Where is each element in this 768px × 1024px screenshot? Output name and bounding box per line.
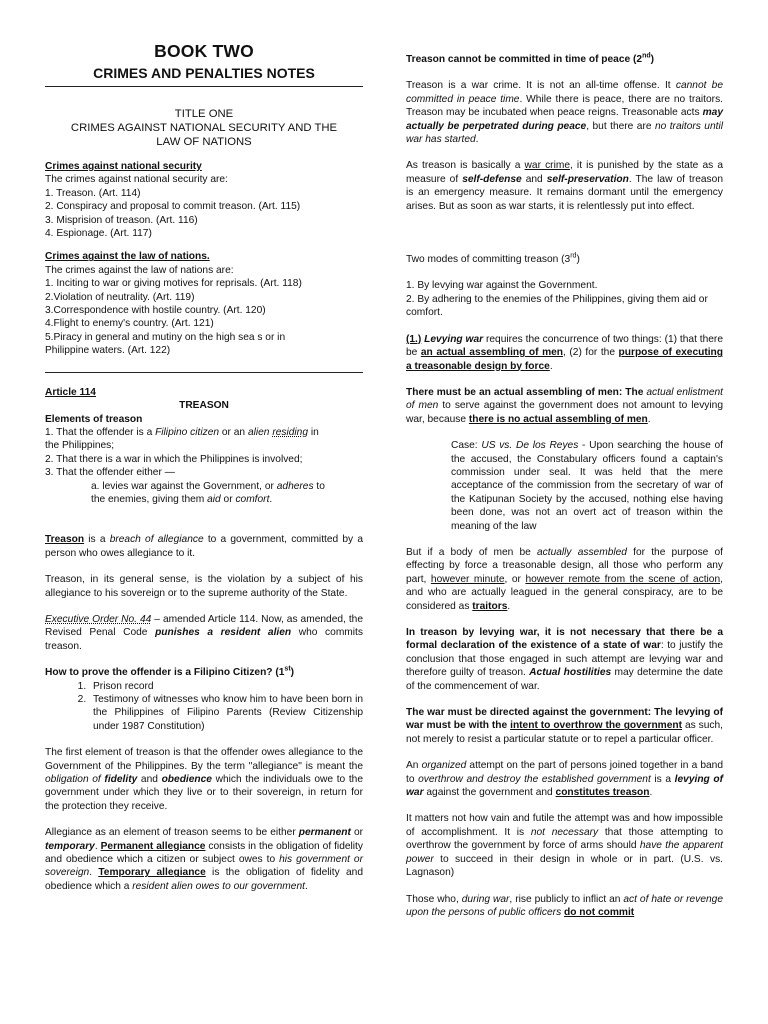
list-item: 5.Piracy in general and mutiny on the high sea s or in [45,331,286,343]
first-element-paragraph: The first element of treason is that the offender owes allegiance to the Government of the Philippines. By the term "allegiance" is meant the obligation of fidelity and obedience which the individuals owe to the government under which they live or to their sovereign, in return for the protection they receive. [45,747,363,812]
list-item: 2. Conspiracy and proposal to commit treason. (Art. 115) [45,201,301,213]
header-divider [45,86,363,87]
list-item: 1. Prison record [89,680,363,693]
law-of-nations-intro: The crimes against the law of nations are: [45,264,234,276]
vain-attempt-paragraph: It matters not how vain and futile the attempt was and how impossible of accomplishment. It is not necessary that those attempting to overthrow the government by force of arms should have the apparent power to succeed in their design in whole or in part. (U.S. vs. Lagnason) [406,813,723,879]
treason-definition: Treason is a breach of allegiance to a government, committed by a person who owes allegiance to it. [45,534,364,559]
list-item: 1. Treason. (Art. 114) [45,187,141,199]
mode-1: 1. By levying war against the Government. [406,280,598,292]
element-1-cont: the Philippines; [45,440,115,452]
case-us-vs-de-los-reyes: Case: US vs. De los Reyes - Upon searching the house of the accused, the Constabulary officers found a captain's commission under seal. It was held that the mere acceptance of the commission from the secretary of war of the Katipunan Society by the accused, nothing else having been done, was not an overt act of treason within the meaning of the law [451,440,723,532]
list-item: 1. Inciting to war or giving motives for reprisals. (Art. 118) [45,278,302,290]
organized-attempt-paragraph: An organized attempt on the part of persons joined together in a band to overthrow and destroy the established government is a levying of war against the government and constitutes treason. [406,760,723,799]
element-3a-cont: the enemies, giving them aid or comfort. [91,493,273,505]
section-divider [45,372,363,373]
notes-subtitle: CRIMES AND PENALTIES NOTES [93,65,315,81]
list-item: 3. Misprision of treason. (Art. 116) [45,214,198,226]
element-2: 2. That there is a war in which the Philippines is involved; [45,453,303,465]
article-114-section [45,386,363,507]
elements-heading: Elements of treason [45,413,143,425]
list-item: 2. Testimony of witnesses who know him to have been born in the Philippines of Filipino Parents (Review Citizenship under 1987 Constitution) [89,693,363,733]
element-1: 1. That the offender is a Filipino citizen or an alien residing in [45,426,319,438]
mode-2: 2. By adhering to the enemies of the Philippines, giving them aid or comfort. [406,293,708,319]
peace-heading: Treason cannot be committed in time of peace (2nd) [406,52,655,65]
title-one-label: TITLE ONE [174,108,234,120]
list-item: 4.Flight to enemy's country. (Art. 121) [45,318,214,330]
levying-war-paragraph: (1.) Levying war requires the concurrence of two things: (1) that there be an actual assembling of men, (2) for the purpose of executing a treasonable design by force. [406,333,723,372]
title-one-desc-line2: LAW OF NATIONS [156,136,252,148]
element-3: 3. That the offender either — [45,467,175,479]
list-item: 2.Violation of neutrality. (Art. 119) [45,291,195,303]
right-column [406,0,723,919]
formal-declaration-paragraph: In treason by levying war, it is not necessary that there be a formal declaration of the existence of a state of war: to justify the conclusion that those engaged in such attempt are levying war and therefore guilty of treason. Actual hostilities may determine the date of the commencement of war. [406,627,724,692]
list-item: 4. Espionage. (Art. 117) [45,228,152,240]
executive-order-paragraph: Executive Order No. 44 – amended Article 114. Now, as amended, the Revised Penal Code punishes a resident alien who commits treason. [45,613,363,652]
list-item: 3.Correspondence with hostile country. (Art. 120) [45,305,266,317]
law-of-nations-heading: Crimes against the law of nations. [45,251,210,263]
body-of-men-paragraph: But if a body of men be actually assembled for the purpose of effecting by force a treasonable design, all those who perform any part, however minute, or however remote from the scene of action, and who are actually leagued in the general conspiracy, are to be considered as traitors. [406,546,724,612]
list-item: Philippine waters. (Art. 122) [45,345,171,357]
national-security-heading: Crimes against national security [45,161,202,172]
article-name: TREASON [179,400,229,412]
book-title: BOOK TWO [154,41,254,61]
actual-assembling-paragraph: There must be an actual assembling of men: The actual enlistment of men to serve against the government does not amount to levying war, because there is no actual assembling of men. [406,386,723,425]
during-war-paragraph: Those who, during war, rise publicly to inflict an act of hate or revenge upon the persons of public officers do not commit [406,893,723,918]
war-crime-paragraph: Treason is a war crime. It is not an all-time offense. It cannot be committed in peace time. While there is peace, there are no traitors. Treason may be incubated when peace reigns. Treasonable acts may actually be perpetrated during peace, but there are no traitors until war has started. [406,80,723,146]
allegiance-paragraph: Allegiance as an element of treason seems to be either permanent or temporary. Permanent allegiance consists in the obligation of fidelity and obedience which a citizen or subject owes to his government or sovereign. Temporary allegiance is the obligation of fidelity and obedience which a resident alien owes to our government. [45,827,363,892]
prove-citizen-list [45,680,363,734]
law-of-nations-section [45,250,363,357]
article-number: Article 114 [45,386,96,398]
element-3a: a. levies war against the Government, or adheres to [91,480,325,492]
national-security-section [45,160,363,240]
modes-heading: Two modes of committing treason (3rd) [406,252,580,266]
title-one-desc-line1: CRIMES AGAINST NATIONAL SECURITY AND THE [70,122,338,134]
directed-against-government-paragraph: The war must be directed against the government: The levying of war must be with the intent to overthrow the government as such, not merely to resist a particular statute or to repel a particular officer. [406,707,723,745]
basically-war-crime-paragraph: As treason is basically a war crime, it is punished by the state as a measure of self-defense and self-preservation. The law of treason is an emergency measure. It remains dormant until the emergency arises. But as soon as war starts, it is relentlessly put into effect. [406,160,723,212]
prove-citizen-question: How to prove the offender is a Filipino Citizen? (1st) [45,665,295,679]
national-security-intro: The crimes against national security are: [45,174,228,186]
treason-general-sense: Treason, in its general sense, is the violation by a subject of his allegiance to his sovereign or to the supreme authority of the State. [45,574,363,599]
left-column [45,0,363,893]
